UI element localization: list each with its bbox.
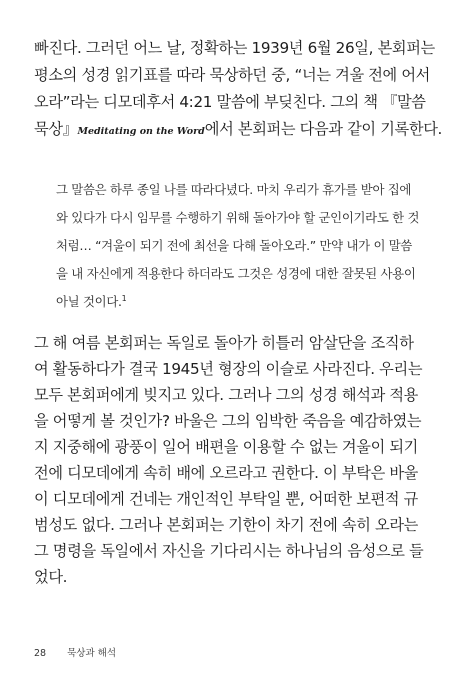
text-line: 여 활동하다가 결국 1945년 형장의 이슬로 사라진다. 우리는 — [34, 360, 423, 378]
text-fragment: 에서 본회퍼는 다음과 같이 기록한다. — [204, 120, 442, 138]
text-line: 오라”라는 디모데후서 4:21 말씀에 부딪친다. 그의 책 『말씀 — [34, 93, 426, 111]
page-number: 28 — [34, 648, 47, 659]
book-title-english: Meditating on the Word — [77, 126, 205, 137]
text-line-with-title — [34, 118, 442, 139]
text-line: 평소의 성경 읽기표를 따라 묵상하던 중, “너는 겨울 전에 어서 — [34, 66, 431, 84]
quote-line: 을 내 자신에게 적용한다 하더라도 그것은 성경에 대한 잘못된 사용이 — [56, 266, 416, 281]
text-line: 그 명령을 독일에서 자신을 기다리시는 하나님의 음성으로 들 — [34, 542, 424, 560]
text-line: 지 지중해에 광풍이 일어 배편을 이용할 수 없는 겨울이 되기 — [34, 438, 419, 456]
text-line: 었다. — [34, 568, 68, 586]
page-footer — [34, 645, 116, 659]
text-line: 을 어떻게 볼 것인가? 바울은 그의 임박한 죽음을 예감하였는 — [34, 412, 422, 430]
quote-line: 와 있다가 다시 임무를 수행하기 위해 돌아가야 할 군인이기라도 한 것 — [56, 210, 420, 225]
footnote-marker[interactable]: 1 — [121, 293, 127, 303]
text-line: 범성도 없다. 그러나 본회퍼는 기한이 차기 전에 속히 오라는 — [34, 516, 419, 534]
text-line: 전에 디모데에게 속히 배에 오르라고 권한다. 이 부탁은 바울 — [34, 464, 419, 482]
quote-line: 처럼… “겨울이 되기 전에 최선을 다해 돌아오라.” 만약 내가 이 말씀 — [56, 238, 413, 253]
book-title-korean: 묵상』 — [34, 120, 78, 138]
running-title: 묵상과 해석 — [67, 648, 117, 659]
text-line: 이 디모데에게 건네는 개인적인 부탁일 뿐, 어떠한 보편적 규 — [34, 490, 419, 508]
text-line: 모두 본회퍼에게 빚지고 있다. 그러나 그의 성경 해석과 적용 — [34, 386, 419, 404]
quote-text: 아닐 것이다. — [56, 294, 122, 309]
quote-line: 그 말씀은 하루 종일 나를 따라다녔다. 마치 우리가 휴가를 받아 집에 — [56, 182, 412, 197]
text-line: 그 해 여름 본회퍼는 독일로 돌아가 히틀러 암살단을 조직하 — [34, 334, 414, 352]
quote-line-last — [56, 292, 458, 310]
text-line: 빠진다. 그러던 어느 날, 정확하는 1939년 6월 26일, 본회퍼는 — [34, 39, 435, 57]
